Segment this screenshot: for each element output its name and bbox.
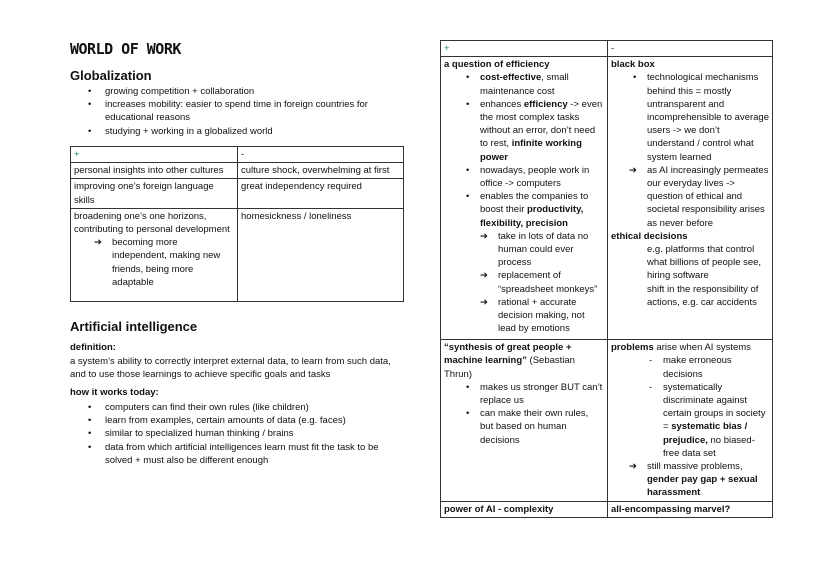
list-item: • enhances efficiency -> even the most complex tasks without an error, don’t need to rest, infinite working power (444, 98, 604, 164)
list-item: • similar to specialized human thinking / brains (70, 427, 408, 440)
efficiency-cell (441, 57, 608, 340)
table-cell: personal insights into other cultures (71, 163, 238, 179)
list-item: - make erroneous decisions (611, 354, 769, 380)
arrow-right-icon: ➔ (480, 296, 488, 308)
definition-text: a system’s ability to correctly interpret external data, to learn from such data, and to use those learnings to achieve specific goals and tasks (70, 356, 391, 381)
list-item: • data from which artificial intelligences learn must fit the task to be solved + must also be different enough (70, 441, 408, 467)
how-bullets (70, 401, 408, 467)
ethical-line: e.g. platforms that control what billions of people see, hiring software (647, 244, 762, 282)
arrow-item: ➔ rational + accurate decision making, not lead by emotions (480, 296, 585, 335)
arrow-right-icon: ➔ (480, 230, 488, 242)
arrow-right-icon: ➔ (629, 164, 637, 176)
efficiency-lead: a question of efficiency (444, 59, 550, 71)
list-item: • makes us stronger BUT can’t replace us (444, 381, 604, 407)
ethical-line: shift in the responsibility of actions, e.g. car accidents (647, 283, 759, 308)
arrow-item: ➔ replacement of “spreadsheet monkeys” (480, 270, 598, 295)
list-item: • nowadays, people work in office -> computers (444, 164, 604, 190)
table-cell (71, 208, 238, 301)
list-item: - systematically discriminate against certain groups in society = systematic bias / prejudice, no biased-free data set (611, 381, 769, 460)
plus-header: + (441, 41, 608, 57)
globalization-table (70, 146, 404, 302)
ethical-label: ethical decisions (611, 230, 688, 242)
list-item: • learn from examples, certain amounts of data (e.g. faces) (70, 414, 408, 427)
definition-label: definition: (70, 342, 116, 353)
minus-header: - (238, 147, 404, 163)
list-item: • studying + working in a globalized world (70, 125, 410, 138)
plus-header: + (71, 147, 238, 163)
arrow-text: becoming more independent, making new friends, being more adaptable (112, 237, 221, 288)
blackbox-lead: black box (611, 59, 655, 71)
synthesis-lead: “synthesis of great people + machine learning” (Sebastian Thrun) (444, 342, 575, 380)
list-item: • enables the companies to boost their productivity, flexibility, precision (444, 190, 604, 230)
table-cell: great independency required (238, 179, 404, 208)
arrow-right-icon: ➔ (480, 270, 488, 282)
footer-right: all-encompassing marvel? (608, 501, 773, 517)
minus-header: - (608, 41, 773, 57)
synthesis-cell (441, 340, 608, 501)
globalization-bullets (70, 85, 410, 138)
list-item: • cost-effective, small maintenance cost (444, 71, 604, 97)
footer-left: power of AI - complexity (441, 501, 608, 517)
row-text: broadening one’s one horizons, contributing to personal development (74, 210, 230, 236)
arrow-item: ➔ still massive problems, gender pay gap + sexual harassment (629, 461, 758, 499)
blackbox-cell (608, 57, 773, 340)
ai-table (440, 40, 773, 518)
list-item: • increases mobility: easier to spend time in foreign countries for educational reasons (70, 98, 410, 124)
table-cell: improving one’s foreign language skills (71, 179, 238, 208)
list-item: • can make their own rules, but based on human decisions (444, 407, 604, 447)
arrow-item: ➔ as AI increasingly permeates our everyday lives -> question of ethical and societal responsibility arises as never before (629, 164, 769, 229)
table-cell: culture shock, overwhelming at first (238, 163, 404, 179)
arrow-right-icon: ➔ (94, 237, 102, 249)
globalization-heading: Globalization (70, 68, 152, 83)
list-item: • computers can find their own rules (like children) (70, 401, 408, 414)
ai-heading: Artificial intelligence (70, 319, 198, 334)
problems-lead: problems arise when AI systems (611, 342, 751, 354)
list-item: • technological mechanisms behind this = mostly untransparent and incomprehensible to average users -> we don’t understand / control what system learned (611, 71, 769, 163)
list-item: • growing competition + collaboration (70, 85, 410, 98)
arrow-item: ➔ take in lots of data no human could ever process (480, 230, 589, 269)
problems-cell (608, 340, 773, 501)
arrow-right-icon: ➔ (629, 461, 637, 473)
how-label: how it works today: (70, 387, 159, 398)
page-title: WORLD OF WORK (70, 40, 181, 58)
table-cell: homesickness / loneliness (238, 208, 404, 301)
arrow-item (94, 236, 234, 289)
